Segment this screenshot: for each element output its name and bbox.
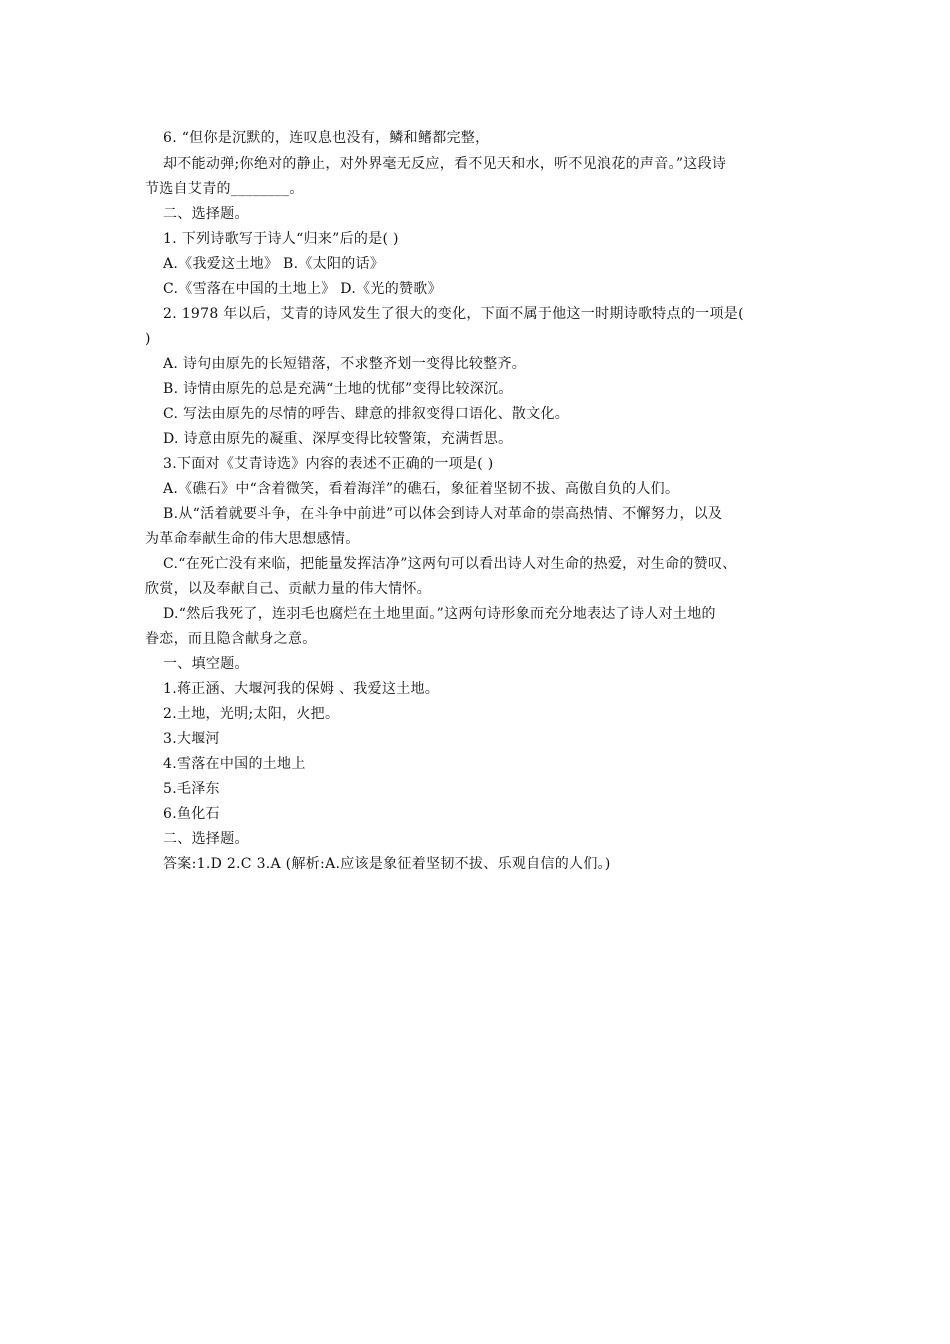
answer-4: 4.雪落在中国的土地上 [163,756,306,772]
choice-answers: 答案:1.D 2.C 3.A (解析:A.应该是象征着坚韧不拔、乐观自信的人们。) [163,856,611,872]
answer-2: 2.土地，光明;太阳，火把。 [163,706,340,722]
answers-heading-fill: 一、填空题。 [163,656,249,672]
answer-3: 3.大堰河 [163,731,220,747]
answer-1: 1.蒋正涵、大堰河我的保姆 、我爱这土地。 [163,681,440,697]
section-heading-choice: 二、选择题。 [163,206,249,222]
q1-options-cd: C.《雪落在中国的土地上》 D.《光的赞歌》 [163,281,442,297]
question-2-cont: ) [145,331,151,347]
q3-option-c-cont: 欣赏，以及奉献自己、贡献力量的伟大情怀。 [145,581,431,597]
q3-option-d-cont: 眷恋，而且隐含献身之意。 [145,631,317,647]
answer-5: 5.毛泽东 [163,781,220,797]
q2-option-b: B. 诗情由原先的总是充满“土地的忧郁”变得比较深沉。 [163,381,513,397]
q1-options-ab: A.《我爱这土地》 B.《太阳的话》 [163,256,385,272]
question-2: 2. 1978 年以后，艾青的诗风发生了很大的变化，下面不属于他这一时期诗歌特点的一项是( [163,306,744,322]
q6-line-3: 节选自艾青的________。 [145,181,304,197]
q6-line-2: 却不能动弹;你绝对的静止，对外界毫无反应，看不见天和水，听不见浪花的声音。”这段诗 [163,156,727,172]
q3-option-a: A.《礁石》中“含着微笑，看着海洋”的礁石，象征着坚韧不拔、高傲自负的人们。 [163,481,680,497]
question-1: 1. 下列诗歌写于诗人“归来”后的是( ) [163,231,399,247]
q2-option-a: A. 诗句由原先的长短错落，不求整齐划一变得比较整齐。 [163,356,527,372]
question-3: 3.下面对《艾青诗选》内容的表述不正确的一项是( ) [163,456,494,472]
q2-option-c: C. 写法由原先的尽情的呼告、肆意的排叙变得口语化、散文化。 [163,406,570,422]
answers-heading-choice: 二、选择题。 [163,831,249,847]
answer-6: 6.鱼化石 [163,806,220,822]
q3-option-c: C.“在死亡没有来临，把能量发挥洁净”这两句可以看出诗人对生命的热爱，对生命的赞叹、 [163,556,737,572]
q3-option-d: D.“然后我死了，连羽毛也腐烂在土地里面。”这两句诗形象而充分地表达了诗人对土地的 [163,606,716,622]
q6-line-1: 6. “但你是沉默的，连叹息也没有，鳞和鳍都完整， [163,130,490,146]
q3-option-b-cont: 为革命奉献生命的伟大思想感情。 [145,531,360,547]
q2-option-d: D. 诗意由原先的凝重、深厚变得比较警策，充满哲思。 [163,431,513,447]
q3-option-b: B.从“活着就要斗争，在斗争中前进”可以体会到诗人对革命的崇高热情、不懈努力，以及 [163,506,723,522]
